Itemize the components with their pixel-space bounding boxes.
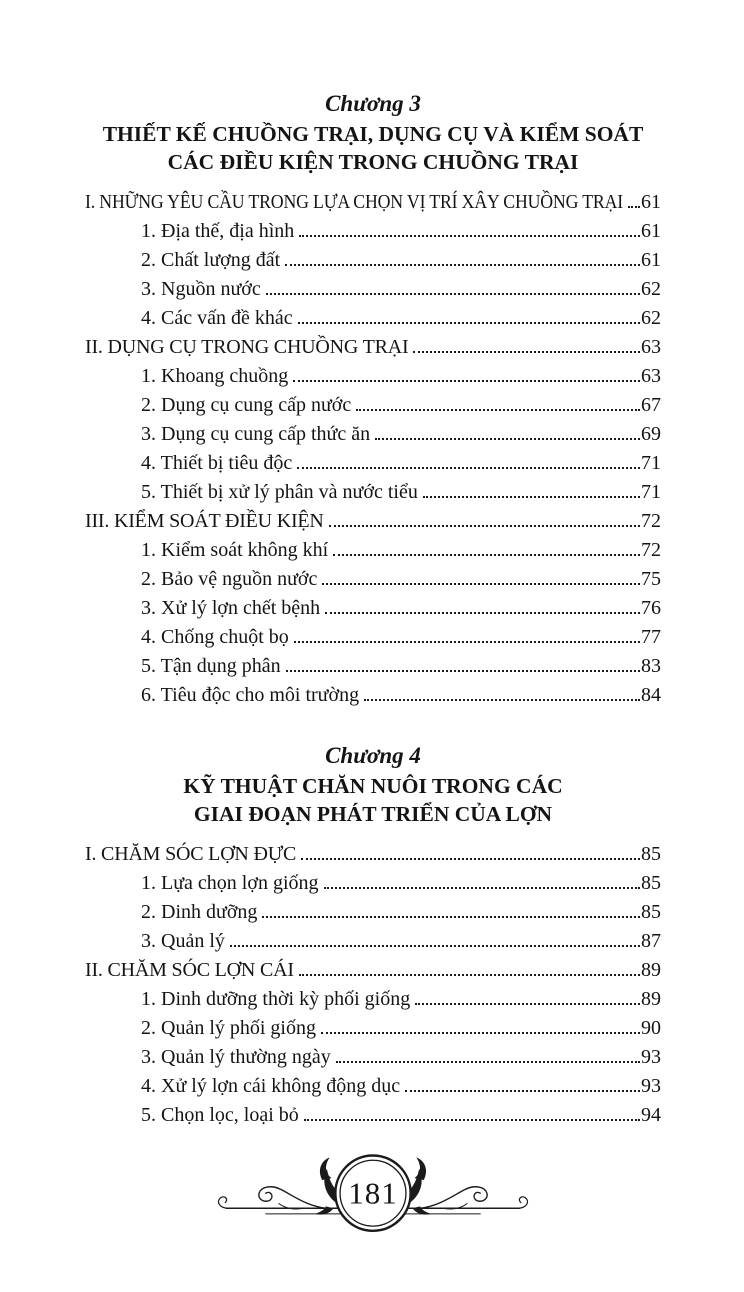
toc-entry-label: II. CHĂM SÓC LỢN CÁI (85, 959, 294, 981)
chapter-title (85, 120, 661, 176)
toc-entry-label: 2. Chất lượng đất (141, 249, 281, 271)
toc-list (85, 188, 661, 710)
dot-leader-icon (322, 583, 640, 585)
toc-entry (85, 652, 661, 681)
dot-leader-icon (628, 206, 640, 208)
toc-entry-label: 2. Quản lý phối giống (141, 1017, 316, 1039)
toc-entry-label: III. KIỂM SOÁT ĐIỀU KIỆN (85, 510, 324, 532)
toc-entry-label: 3. Xử lý lợn chết bệnh (141, 597, 321, 619)
toc-entry-label: 3. Quản lý thường ngày (141, 1046, 331, 1068)
dot-leader-icon (294, 641, 640, 643)
toc-entry (85, 898, 661, 927)
dot-leader-icon (299, 235, 640, 237)
toc-entry (85, 927, 661, 956)
toc-entry-label: 1. Khoang chuồng (141, 365, 289, 387)
dot-leader-icon (301, 858, 640, 860)
chapter-title-line: GIAI ĐOẠN PHÁT TRIỂN CỦA LỢN (193, 802, 553, 826)
toc-entry-label: 3. Quản lý (141, 930, 225, 952)
chapter-title (85, 772, 661, 828)
toc-entry (85, 478, 661, 507)
toc-entry-page-number: 61 (641, 249, 661, 271)
toc-entry-page-number: 85 (641, 843, 661, 865)
dot-leader-icon (304, 1119, 640, 1121)
toc-entry-page-number: 63 (641, 336, 661, 358)
toc-entry-page-number: 61 (641, 220, 661, 242)
toc-entry (85, 1072, 661, 1101)
toc-entry-page-number: 62 (641, 307, 661, 329)
chapter-title-line: KỸ THUẬT CHĂN NUÔI TRONG CÁC (183, 774, 563, 798)
dot-leader-icon (285, 264, 640, 266)
toc-entry-label: 1. Dinh dưỡng thời kỳ phối giống (141, 988, 411, 1010)
chapter-title-line: CÁC ĐIỀU KIỆN TRONG CHUỒNG TRẠI (167, 150, 579, 174)
toc-entry (85, 869, 661, 898)
toc-entry-label: 1. Địa thế, địa hình (141, 220, 295, 242)
dot-leader-icon (356, 409, 640, 411)
toc-list (85, 840, 661, 1130)
toc-entry-label: 2. Dinh dưỡng (141, 901, 258, 923)
toc-entry (85, 188, 661, 217)
toc-entry-page-number: 71 (641, 452, 661, 474)
chapter-2 (85, 742, 661, 1130)
dot-leader-icon (266, 293, 640, 295)
toc-entry-label: 4. Xử lý lợn cái không động dục (141, 1075, 401, 1097)
toc-entry (85, 956, 661, 985)
toc-entry (85, 507, 661, 536)
toc-entry (85, 246, 661, 275)
toc-chapters (85, 90, 661, 1130)
toc-entry-page-number: 83 (641, 655, 661, 677)
toc-entry-page-number: 61 (641, 191, 661, 213)
dot-leader-icon (364, 699, 640, 701)
dot-leader-icon (230, 945, 640, 947)
dot-leader-icon (297, 467, 640, 469)
dot-leader-icon (375, 438, 640, 440)
toc-entry-page-number: 62 (641, 278, 661, 300)
toc-entry (85, 333, 661, 362)
toc-entry-page-number: 87 (641, 930, 661, 952)
toc-entry-page-number: 93 (641, 1046, 661, 1068)
chapter-1 (85, 90, 661, 710)
toc-entry-page-number: 84 (641, 684, 661, 706)
dot-leader-icon (329, 525, 640, 527)
toc-entry-label: 2. Bảo vệ nguồn nước (141, 568, 318, 590)
toc-entry-label: 4. Thiết bị tiêu độc (141, 452, 293, 474)
toc-entry-page-number: 85 (641, 901, 661, 923)
dot-leader-icon (423, 496, 640, 498)
toc-entry (85, 420, 661, 449)
toc-entry-label: 4. Chống chuột bọ (141, 626, 289, 648)
toc-entry (85, 449, 661, 478)
toc-entry-page-number: 89 (641, 959, 661, 981)
page-footer (85, 1146, 661, 1251)
toc-entry (85, 594, 661, 623)
dot-leader-icon (405, 1090, 640, 1092)
toc-entry (85, 1014, 661, 1043)
toc-entry (85, 681, 661, 710)
dot-leader-icon (321, 1032, 640, 1034)
toc-entry (85, 1043, 661, 1072)
toc-entry-page-number: 75 (641, 568, 661, 590)
toc-entry-page-number: 67 (641, 394, 661, 416)
dot-leader-icon (325, 612, 640, 614)
toc-entry-label: I. CHĂM SÓC LỢN ĐỰC (85, 843, 297, 865)
dot-leader-icon (415, 1003, 640, 1005)
toc-entry-page-number: 71 (641, 481, 661, 503)
toc-entry-label: 5. Chọn lọc, loại bỏ (141, 1104, 299, 1126)
dot-leader-icon (333, 554, 640, 556)
toc-entry (85, 304, 661, 333)
toc-entry-label: 3. Dụng cụ cung cấp thức ăn (141, 423, 371, 445)
toc-entry-page-number: 72 (641, 510, 661, 532)
dot-leader-icon (413, 351, 640, 353)
toc-entry (85, 840, 661, 869)
toc-entry-label: 3. Nguồn nước (141, 278, 261, 300)
toc-entry-label: 5. Thiết bị xử lý phân và nước tiểu (141, 481, 418, 503)
toc-entry-label: 1. Lựa chọn lợn giống (141, 872, 319, 894)
chapter-label: Chương 3 (325, 91, 421, 116)
dot-leader-icon (293, 380, 640, 382)
dot-leader-icon (299, 974, 640, 976)
chapter-title-line: THIẾT KẾ CHUỒNG TRẠI, DỤNG CỤ VÀ KIỂM SOÁT (102, 122, 644, 146)
toc-entry (85, 1101, 661, 1130)
toc-entry-label: I. NHỮNG YÊU CẦU TRONG LỰA CHỌN VỊ TRÍ XÂY CHUỒNG TRẠI (85, 191, 623, 213)
toc-entry-page-number: 77 (641, 626, 661, 648)
dot-leader-icon (286, 670, 640, 672)
toc-entry-page-number: 76 (641, 597, 661, 619)
toc-entry (85, 565, 661, 594)
toc-entry (85, 623, 661, 652)
flourish-divider-icon (213, 1146, 533, 1246)
toc-entry (85, 362, 661, 391)
toc-entry-page-number: 93 (641, 1075, 661, 1097)
toc-entry-label: 5. Tận dụng phân (141, 655, 281, 677)
toc-entry-page-number: 89 (641, 988, 661, 1010)
toc-entry-label: 2. Dụng cụ cung cấp nước (141, 394, 352, 416)
dot-leader-icon (298, 322, 640, 324)
toc-entry-label: 6. Tiêu độc cho môi trường (141, 684, 360, 706)
toc-entry-label: II. DỤNG CỤ TRONG CHUỒNG TRẠI (85, 336, 409, 358)
toc-entry (85, 391, 661, 420)
toc-entry-page-number: 94 (641, 1104, 661, 1126)
toc-entry-page-number: 85 (641, 872, 661, 894)
dot-leader-icon (336, 1061, 640, 1063)
toc-entry (85, 275, 661, 304)
toc-entry-page-number: 90 (641, 1017, 661, 1039)
chapter-label: Chương 4 (325, 743, 421, 768)
toc-entry (85, 536, 661, 565)
page-number: 181 (348, 1175, 398, 1211)
toc-entry-page-number: 69 (641, 423, 661, 445)
toc-entry (85, 985, 661, 1014)
toc-entry-label: 4. Các vấn đề khác (141, 307, 293, 329)
toc-entry-page-number: 63 (641, 365, 661, 387)
toc-entry-page-number: 72 (641, 539, 661, 561)
dot-leader-icon (324, 887, 641, 889)
dot-leader-icon (262, 916, 640, 918)
toc-entry (85, 217, 661, 246)
toc-entry-label: 1. Kiểm soát không khí (141, 539, 329, 561)
